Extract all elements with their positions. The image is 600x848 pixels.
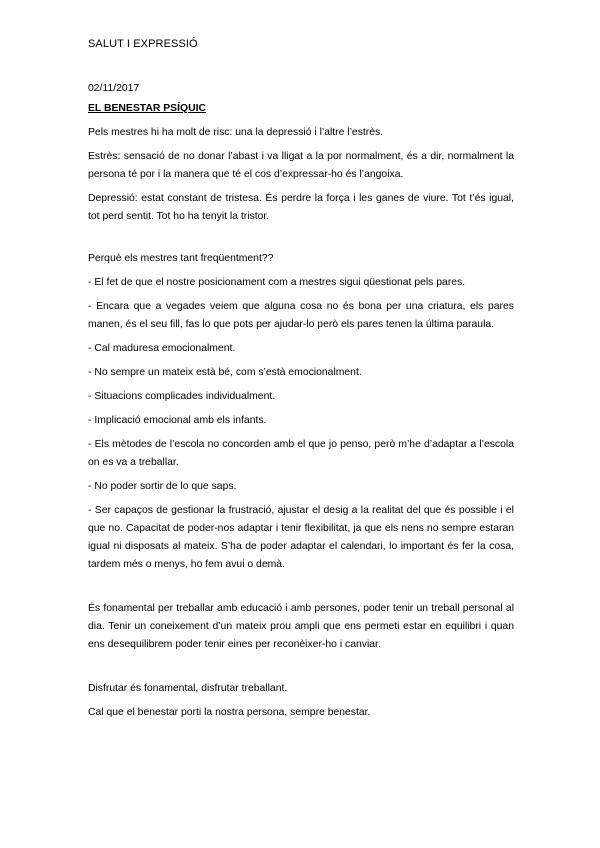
- document-body: [88, 80, 514, 728]
- section-title: EL BENESTAR PSÍQUIC: [88, 103, 206, 114]
- fundamental-paragraph: És fonamental per treballar amb educació i amb persones, poder tenir un treball personal al dia. Tenir un coneixement d’un mateix prou ampli que ens permeti estar en equilibri i quan ens desequilibrem poder tenir eines per reconèixer-ho i canviar.: [88, 603, 514, 650]
- intro-paragraph: Depressió: estat constant de tristesa. És perdre la força i les ganes de viure. Tot t’és igual, tot perd sentit. Tot ho ha tenyit la tristor.: [88, 193, 514, 222]
- date: 02/11/2017: [88, 83, 140, 94]
- reason-item: - No sempre un mateix està bé, com s’està emocionalment.: [88, 367, 362, 378]
- reason-item: - Els mètodes de l’escola no concorden amb el que jo penso, però m’he d’adaptar a l’escola on es va a treballar.: [88, 439, 514, 468]
- reason-item: - Encara que a vegades veiem que alguna cosa no és bona per una criatura, els pares manen, és el seu fill, fas lo que pots per ajudar-lo però els pares tenen la última paraula.: [88, 301, 514, 330]
- closing-line: Disfrutar és fonamental, disfrutar treballant.: [88, 683, 288, 694]
- reason-item: - Situacions complicades individualment.: [88, 391, 276, 402]
- reason-item: - Cal maduresa emocionalment.: [88, 343, 236, 354]
- closing-line: Cal que el benestar porti la nostra persona, sempre benestar.: [88, 707, 371, 718]
- reason-item: - El fet de que el nostre posicionament com a mestres sigui qüestionat pels pares.: [88, 277, 466, 288]
- intro-paragraph: Estrès: sensació de no donar l’abast i va lligat a la por normalment, és a dir, normalment la persona té por i la manera que té el cos d’expressar-ho és l’angoixa.: [88, 151, 514, 180]
- intro-paragraph: Pels mestres hi ha molt de risc: una la depressió i l’altre l’estrès.: [88, 127, 384, 138]
- question-line: Perquè els mestres tant freqüentment??: [88, 253, 274, 264]
- reason-item: - Implicació emocional amb els infants.: [88, 415, 267, 426]
- reason-item: - No poder sortir de lo que saps.: [88, 481, 237, 492]
- reason-item: - Ser capaços de gestionar la frustració, ajustar el desig a la realitat del que és possible i el que no. Capacitat de poder-nos adaptar i tenir flexibilitat, ja que els nens no sempre estaran igual ni disposats al mateix. S’ha de poder adaptar el calendari, lo important és fer la cosa, tardem més o menys, ho fem avui o demà.: [88, 505, 514, 570]
- document-header: SALUT I EXPRESSIÓ: [88, 38, 198, 50]
